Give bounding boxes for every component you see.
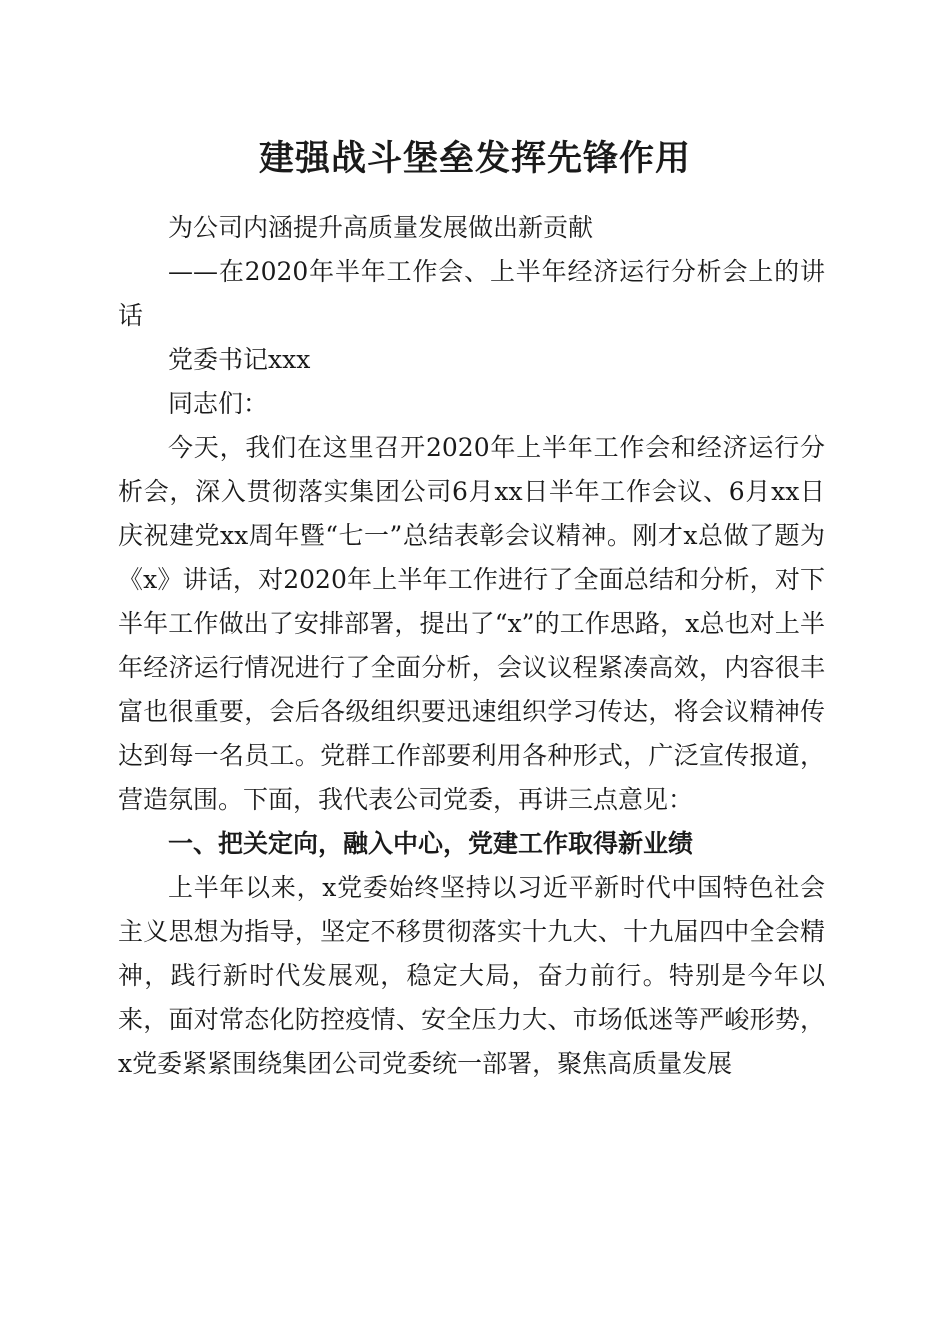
section-heading: 一、把关定向，融入中心，党建工作取得新业绩 [168, 829, 694, 858]
document-body [118, 206, 825, 1086]
subtitle: 为公司内涵提升高质量发展做出新贡献 [168, 213, 594, 242]
subtitle-occasion: ——在2020年半年工作会、上半年经济运行分析会上的讲话 [118, 257, 825, 330]
speaker: 党委书记xxx [168, 345, 311, 374]
document-title: 建强战斗堡垒发挥先锋作用 [258, 139, 691, 179]
body-paragraph: 今天，我们在这里召开2020年上半年工作会和经济运行分析会，深入贯彻落实集团公司6月xx日半年工作会议、6月xx日庆祝建党xx周年暨“七一”总结表彰会议精神。刚才x总做了题为《x》讲话，对2020年上半年工作进行了全面总结和分析，对下半年工作做出了安排部署，提出了“x”的工作思路，x总也对上半年经济运行情况进行了全面分析，会议议程紧凑高效，内容很丰富也很重要，会后各级组织要迅速组织学习传达，将会议精神传达到每一名员工。党群工作部要利用各种形式，广泛宣传报道，营造氛围。下面，我代表公司党委，再讲三点意见： [118, 433, 825, 814]
body-paragraph: 上半年以来，x党委始终坚持以习近平新时代中国特色社会主义思想为指导，坚定不移贯彻落实十九大、十九届四中全会精神，践行新时代发展观，稳定大局，奋力前行。特别是今年以来，面对常态化防控疫情、安全压力大、市场低迷等严峻形势，x党委紧紧围绕集团公司党委统一部署，聚焦高质量发展 [118, 873, 825, 1078]
salutation: 同志们： [168, 389, 269, 418]
